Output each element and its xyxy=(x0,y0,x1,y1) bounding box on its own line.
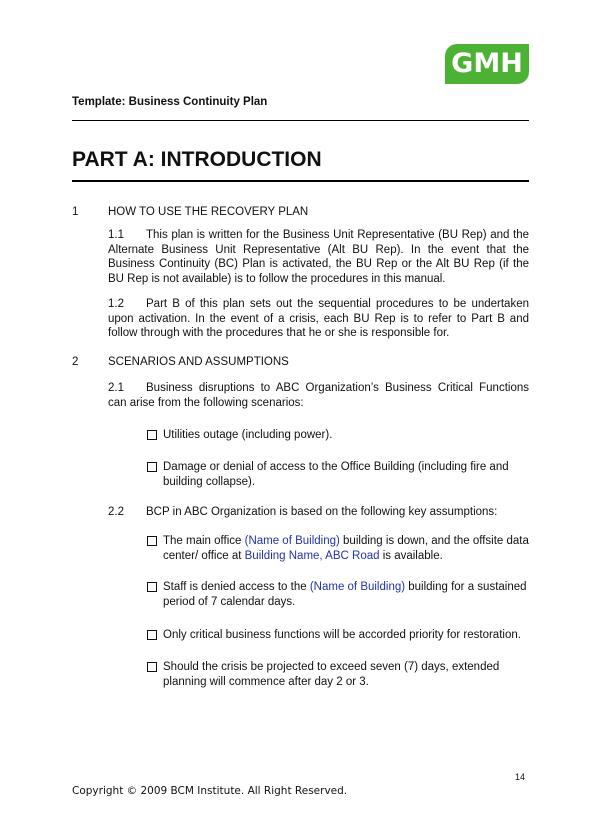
text-run: building is down, and the offsite data center/ office at xyxy=(163,535,529,562)
paragraph-1-2 xyxy=(108,297,529,341)
section-number: 1 xyxy=(72,206,79,218)
checkbox-bullet-icon xyxy=(147,430,157,440)
paragraph-number: 2.1 xyxy=(108,382,124,394)
text-run: The main office xyxy=(163,535,245,547)
bullet-text: Damage or denial of access to the Office Building (including fire and building collapse). xyxy=(163,461,509,488)
text-run: is available. xyxy=(379,549,443,562)
paragraph-1-1 xyxy=(108,228,529,286)
paragraph-text: Business disruptions to ABC Organization’s Business Critical Functions can arise from the following scenarios: xyxy=(108,382,529,409)
header-rule-top xyxy=(72,120,529,121)
bullet-item xyxy=(147,428,529,443)
placeholder-offsite-address: Building Name, ABC Road xyxy=(244,549,380,562)
section-number: 2 xyxy=(72,356,79,368)
bullet-text xyxy=(163,534,529,563)
paragraph-2-2 xyxy=(108,505,529,520)
section-title: HOW TO USE THE RECOVERY PLAN xyxy=(108,206,309,218)
placeholder-building-name: (Name of Building) xyxy=(244,535,340,547)
section-title: SCENARIOS AND ASSUMPTIONS xyxy=(108,356,289,368)
paragraph-2-1 xyxy=(108,381,529,410)
paragraph-text: Part B of this plan sets out the sequential procedures to be undertaken upon activation. In the event of a crisis, each BU Rep is to refer to Part B and follow through with the procedures that he or she is responsible for. xyxy=(108,298,529,339)
bullet-item xyxy=(147,660,529,689)
paragraph-text: This plan is written for the Business Unit Representative (BU Rep) and the Alternate Business Unit Representative (Alt BU Rep). In the event that the Business Continuity (BC) Plan is activated, the BU Rep or the Alt BU Rep (if the BU Rep is not available) is to follow the procedures in this manual. xyxy=(108,229,529,285)
bullet-text: Only critical business functions will be accorded priority for restoration. xyxy=(163,629,521,641)
checkbox-bullet-icon xyxy=(147,630,157,640)
text-run: building for a sustained period of 7 calendar days. xyxy=(163,581,527,608)
paragraph-number: 2.2 xyxy=(108,506,124,518)
bullet-item xyxy=(147,628,529,643)
bullet-item xyxy=(147,580,529,609)
bullet-text: Utilities outage (including power). xyxy=(163,429,333,441)
template-title: Template: Business Continuity Plan xyxy=(72,96,268,108)
checkbox-bullet-icon xyxy=(147,662,157,672)
bullet-text: Should the crisis be projected to exceed seven (7) days, extended planning will commence after day 2 or 3. xyxy=(163,661,500,688)
checkbox-bullet-icon xyxy=(147,582,157,592)
placeholder-building-name: (Name of Building) xyxy=(309,581,406,593)
checkbox-bullet-icon xyxy=(147,536,157,546)
gmh-logo: GMH xyxy=(445,44,529,84)
part-heading: PART A: INTRODUCTION xyxy=(72,148,322,171)
bullet-item xyxy=(147,460,529,489)
paragraph-number: 1.1 xyxy=(108,229,124,241)
bullet-text xyxy=(163,580,529,609)
checkbox-bullet-icon xyxy=(147,462,157,472)
paragraph-text: BCP in ABC Organization is based on the following key assumptions: xyxy=(146,506,498,518)
paragraph-number: 1.2 xyxy=(108,298,124,310)
text-run: Staff is denied access to the xyxy=(163,581,310,593)
bullet-item xyxy=(147,534,529,563)
page-number: 14 xyxy=(515,772,526,782)
header-rule-bottom xyxy=(72,180,529,182)
copyright-footer: Copyright © 2009 BCM Institute. All Right Reserved. xyxy=(72,785,348,797)
